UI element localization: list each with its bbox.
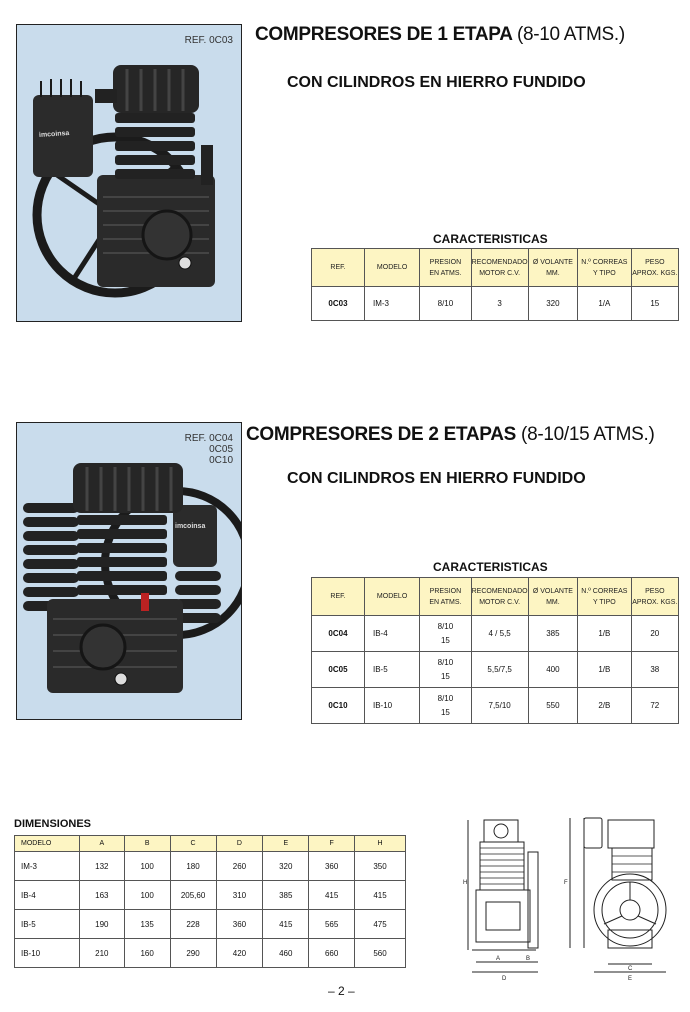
header-text: Ø VOLANTE	[532, 258, 573, 266]
header-cell	[528, 578, 578, 616]
header-cell	[312, 249, 365, 287]
header-cell	[471, 578, 528, 616]
dimension-cell: 100	[124, 852, 170, 881]
dimension-cell: 385	[263, 881, 309, 910]
header-cell: A	[79, 836, 124, 852]
dimension-cell: 415	[309, 881, 355, 910]
table-row	[312, 688, 679, 724]
header-cell: C	[170, 836, 216, 852]
header-text: PESO	[645, 258, 665, 266]
volante-cell: 400	[528, 652, 578, 688]
drawing-label-b: B	[526, 956, 531, 962]
presion-value: 8/10	[437, 298, 454, 308]
peso-cell: 15	[631, 287, 678, 321]
header-cell	[631, 578, 678, 616]
ref-cell: 0C05	[312, 652, 365, 688]
header-text: PRESION	[429, 258, 462, 266]
drawing-label-c: C	[628, 966, 633, 972]
motor-cell: 4 / 5,5	[471, 616, 528, 652]
section1-subtitle: CON CILINDROS EN HIERRO FUNDIDO	[287, 74, 586, 91]
header-text: MOTOR C.V.	[479, 269, 521, 277]
dimension-cell: 415	[263, 910, 309, 939]
dimension-cell: 205,60	[170, 881, 216, 910]
table-row	[15, 881, 406, 910]
drawing-label-f: F	[564, 880, 568, 886]
dimension-cell: 415	[355, 881, 406, 910]
header-text: MOTOR C.V.	[479, 598, 521, 606]
dimension-cell: 320	[263, 852, 309, 881]
header-text: Y TIPO	[593, 269, 616, 277]
peso-cell: 38	[631, 652, 678, 688]
dimension-cell: 290	[170, 939, 216, 968]
header-text: APROX. KGS.	[632, 269, 678, 277]
dimension-cell: 135	[124, 910, 170, 939]
header-cell: H	[355, 836, 406, 852]
page-number: – 2 –	[328, 984, 355, 998]
modelo-cell: IB-4	[364, 616, 419, 652]
dimension-cell: 660	[309, 939, 355, 968]
presion-value: 8/10	[437, 693, 454, 703]
header-cell: F	[309, 836, 355, 852]
header-cell	[420, 578, 471, 616]
header-cell	[631, 249, 678, 287]
ref-cell: 0C10	[312, 688, 365, 724]
spec-table-1	[311, 248, 679, 321]
section2-subtitle: CON CILINDROS EN HIERRO FUNDIDO	[287, 470, 586, 487]
brand-label: imcoinsa	[175, 523, 206, 530]
header-text: RECOMENDADO	[471, 258, 528, 266]
technical-drawing	[458, 812, 688, 988]
section2-title: COMPRESORES DE 2 ETAPAS (8-10/15 ATMS.)	[246, 424, 655, 445]
motor-cell: 3	[471, 287, 528, 321]
header-text: Y TIPO	[593, 598, 616, 606]
header-text: MM.	[546, 598, 560, 606]
header-text: PRESION	[429, 587, 462, 595]
model-cell: IB-5	[15, 910, 80, 939]
compressor-photo-1-stage	[16, 24, 242, 322]
header-cell	[471, 249, 528, 287]
ref-label: REF. 0C04 0C05 0C10	[184, 433, 233, 466]
header-text: MM.	[546, 269, 560, 277]
header-cell: D	[216, 836, 263, 852]
dimension-cell: 565	[309, 910, 355, 939]
header-text: APROX. KGS.	[632, 598, 678, 606]
peso-cell: 20	[631, 616, 678, 652]
presion-cell	[420, 652, 471, 688]
presion-cell	[420, 616, 471, 652]
presion-cell	[420, 688, 471, 724]
header-cell	[364, 578, 419, 616]
dimension-cell: 350	[355, 852, 406, 881]
dimension-cell: 163	[79, 881, 124, 910]
dimension-cell: 190	[79, 910, 124, 939]
presion-value: 8/10	[437, 657, 454, 667]
motor-cell: 5,5/7,5	[471, 652, 528, 688]
drawing-label-a: A	[496, 956, 501, 962]
volante-cell: 385	[528, 616, 578, 652]
presion-value: 15	[440, 707, 450, 717]
ref-label: REF. 0C03	[184, 35, 233, 46]
motor-cell: 7,5/10	[471, 688, 528, 724]
modelo-cell: IB-10	[364, 688, 419, 724]
compressor-photo-2-stage	[16, 422, 242, 720]
peso-cell: 72	[631, 688, 678, 724]
dimension-cell: 310	[216, 881, 263, 910]
header-text: REF.	[330, 264, 346, 271]
presion-value: 15	[440, 671, 450, 681]
correas-cell: 1/B	[578, 616, 631, 652]
volante-cell: 320	[528, 287, 578, 321]
modelo-cell: IM-3	[364, 287, 419, 321]
dimensions-table	[14, 835, 406, 968]
drawing-label-d: D	[502, 976, 507, 982]
header-text: N.º CORREAS	[581, 258, 628, 266]
header-cell: E	[263, 836, 309, 852]
header-text: N.º CORREAS	[581, 587, 628, 595]
header-text: REF.	[330, 593, 346, 600]
section2-table-title: CARACTERISTICAS	[433, 560, 548, 574]
presion-cell	[420, 287, 471, 321]
table-row	[312, 287, 679, 321]
correas-cell: 1/B	[578, 652, 631, 688]
header-cell	[578, 249, 631, 287]
header-cell	[528, 249, 578, 287]
table-row	[312, 652, 679, 688]
dimension-cell: 228	[170, 910, 216, 939]
section1-table-title: CARACTERISTICAS	[433, 232, 548, 246]
header-cell: MODELO	[15, 836, 80, 852]
drawing-label-h: H	[463, 880, 468, 886]
header-cell	[312, 578, 365, 616]
dimension-cell: 180	[170, 852, 216, 881]
correas-cell: 2/B	[578, 688, 631, 724]
brand-label: imcoinsa	[38, 129, 70, 140]
header-text: EN ATMS.	[429, 598, 462, 606]
ref-cell: 0C03	[312, 287, 365, 321]
table-row	[15, 852, 406, 881]
header-text: EN ATMS.	[429, 269, 462, 277]
dimension-cell: 420	[216, 939, 263, 968]
spec-table-2	[311, 577, 679, 724]
volante-cell: 550	[528, 688, 578, 724]
model-cell: IB-4	[15, 881, 80, 910]
model-cell: IM-3	[15, 852, 80, 881]
header-text: RECOMENDADO	[471, 587, 528, 595]
header-cell	[364, 249, 419, 287]
dimension-cell: 100	[124, 881, 170, 910]
presion-value: 15	[440, 635, 450, 645]
dimension-cell: 210	[79, 939, 124, 968]
dimension-cell: 360	[216, 910, 263, 939]
dimension-cell: 360	[309, 852, 355, 881]
header-text: MODELO	[376, 264, 408, 271]
header-text: MODELO	[376, 593, 408, 600]
dimension-cell: 160	[124, 939, 170, 968]
dimensions-title: DIMENSIONES	[14, 818, 92, 830]
header-text: PESO	[645, 587, 665, 595]
header-text: Ø VOLANTE	[532, 587, 573, 595]
drawing-label-e: E	[628, 976, 633, 982]
dimension-cell: 132	[79, 852, 124, 881]
dimension-cell: 460	[263, 939, 309, 968]
dimension-cell: 560	[355, 939, 406, 968]
table-row	[312, 616, 679, 652]
dimension-cell: 260	[216, 852, 263, 881]
header-cell: B	[124, 836, 170, 852]
table-row	[15, 910, 406, 939]
header-cell	[420, 249, 471, 287]
modelo-cell: IB-5	[364, 652, 419, 688]
header-cell	[578, 578, 631, 616]
presion-value: 8/10	[437, 621, 454, 631]
model-cell: IB-10	[15, 939, 80, 968]
dimension-cell: 475	[355, 910, 406, 939]
ref-cell: 0C04	[312, 616, 365, 652]
table-row	[15, 939, 406, 968]
section1-title: COMPRESORES DE 1 ETAPA (8-10 ATMS.)	[255, 24, 625, 45]
correas-cell: 1/A	[578, 287, 631, 321]
